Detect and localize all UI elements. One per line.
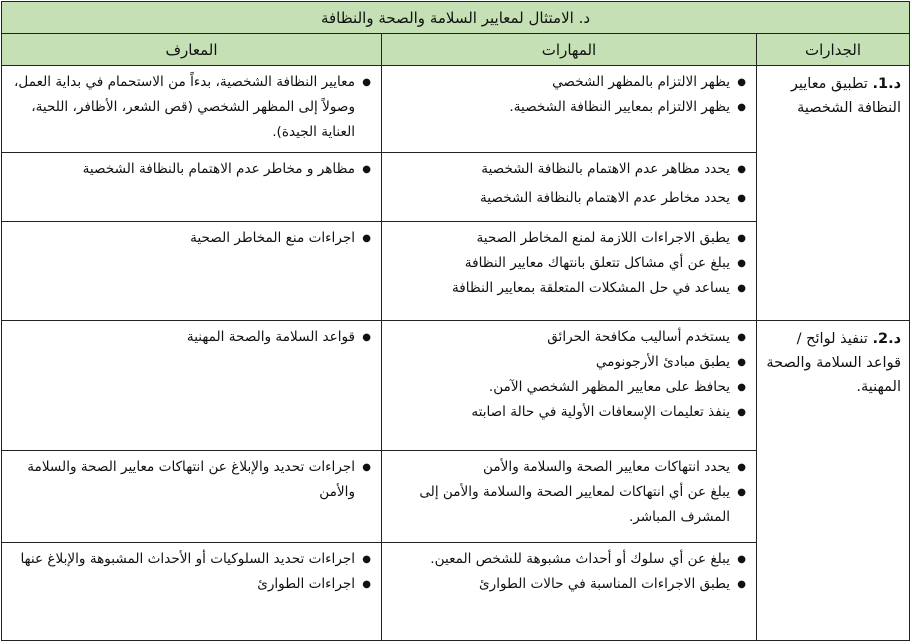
list-item: ● مظاهر و مخاطر عدم الاهتمام بالنظافة الشخصية [6,157,371,182]
header-skills: المهارات [382,34,757,66]
list-item: ● يظهر الالتزام بالمظهر الشخصي [386,70,746,95]
list-item: ● يطبق مبادئ الأرجونومي [386,350,746,375]
list-item: ● يطبق الاجراءات اللازمة لمنع المخاطر الصحية [386,226,746,251]
skills-cell [382,321,757,451]
list-item: ● يحافظ على معايير المظهر الشخصي الآمن. [386,375,746,400]
skills-cell [382,222,757,321]
competency-table [1,1,910,641]
list-item: ● اجراءات تحديد والإبلاغ عن انتهاكات معايير الصحة والسلامة والأمن [6,455,371,505]
list-item: ● اجراءات منع المخاطر الصحية [6,226,371,251]
competency-label: تنفيذ لوائح / قواعد السلامة والصحة المهنية. [766,331,902,395]
list-item: ● اجراءات الطوارئ [6,572,371,597]
competency-label: تطبيق معايير النظافة الشخصية [790,76,902,116]
table-row [2,66,910,153]
header-knowledge: المعارف [2,34,382,66]
list-item: ● يستخدم أساليب مكافحة الحرائق [386,325,746,350]
list-item: ● قواعد السلامة والصحة المهنية [6,325,371,350]
table-row [2,321,910,451]
header-competencies: الجدارات [757,34,910,66]
skills-cell [382,543,757,641]
list-item: ● يبلغ عن أي انتهاكات لمعايير الصحة والسلامة والأمن إلى المشرف المباشر. [386,480,746,530]
table-title: د. الامتثال لمعايير السلامة والصحة والنظافة [2,2,910,34]
list-item: ● ينفذ تعليمات الإسعافات الأولية في حالة اصابته [386,400,746,425]
knowledge-cell [2,222,382,321]
knowledge-cell [2,543,382,641]
list-item: ● معايير النظافة الشخصية، بدءاً من الاستحمام في بداية العمل، وصولاً إلى المظهر الشخصي (قص الشعر، الأظافر، اللحية، العناية الجيدة). [6,70,371,145]
list-item: ● يبلغ عن أي مشاكل تتعلق بانتهاك معايير النظافة [386,251,746,276]
list-item: ● يحدد انتهاكات معايير الصحة والسلامة والأمن [386,455,746,480]
competency-number: د.2. [872,331,902,347]
knowledge-cell [2,66,382,153]
competency-cell [757,66,910,321]
skills-cell [382,153,757,222]
list-item: ● يظهر الالتزام بمعايير النظافة الشخصية. [386,95,746,120]
competency-cell [757,321,910,641]
list-item: ● يساعد في حل المشكلات المتعلقة بمعايير النظافة [386,276,746,301]
knowledge-cell [2,153,382,222]
list-item: ● اجراءات تحديد السلوكيات أو الأحداث المشبوهة والإبلاغ عنها [6,547,371,572]
skills-cell [382,66,757,153]
skills-cell [382,451,757,543]
list-item: ● يحدد مظاهر عدم الاهتمام بالنظافة الشخصية [386,157,746,182]
competency-number: د.1. [872,76,902,92]
knowledge-cell [2,451,382,543]
knowledge-cell [2,321,382,451]
list-item: ● يبلغ عن أي سلوك أو أحداث مشبوهة للشخص المعين. [386,547,746,572]
list-item: ● يحدد مخاطر عدم الاهتمام بالنظافة الشخصية [386,186,746,211]
list-item: ● يطبق الاجراءات المناسبة في حالات الطوارئ [386,572,746,597]
